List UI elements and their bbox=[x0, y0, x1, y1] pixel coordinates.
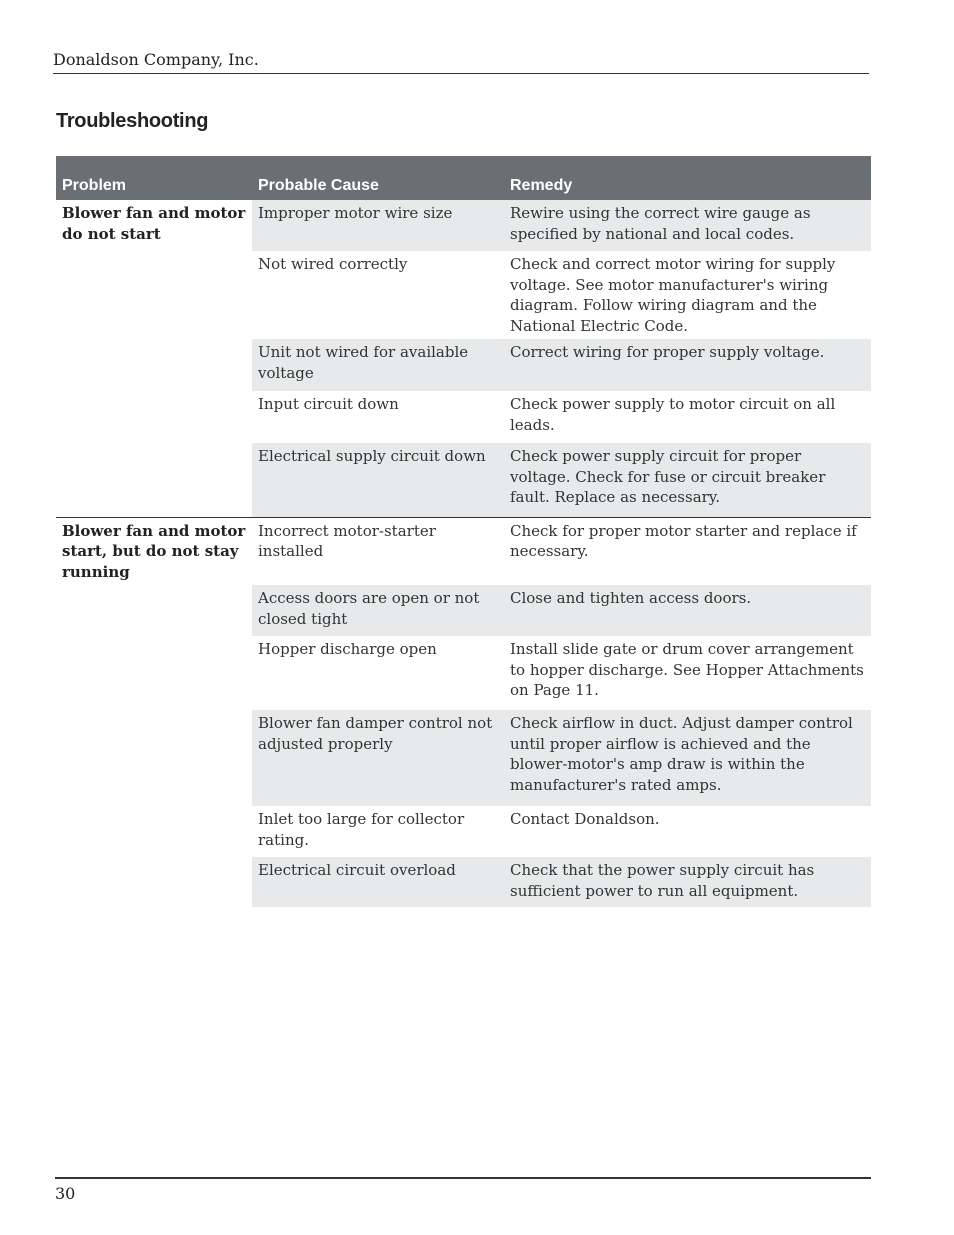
company-name: Donaldson Company, Inc. bbox=[53, 50, 259, 69]
remedy-cell: Correct wiring for proper supply voltage. bbox=[504, 339, 871, 391]
problem-cell: Blower fan and motor start, but do not stay running bbox=[56, 517, 252, 907]
cause-cell: Blower fan damper control not adjusted properly bbox=[252, 710, 504, 806]
problem-cell: Blower fan and motor do not start bbox=[56, 200, 252, 517]
table-header-row bbox=[56, 156, 871, 200]
remedy-cell: Check power supply to motor circuit on all leads. bbox=[510, 395, 836, 434]
troubleshooting-table bbox=[56, 156, 871, 907]
cause-cell: Not wired correctly bbox=[258, 255, 408, 273]
cause-cell: Input circuit down bbox=[258, 395, 399, 413]
remedy-cell: Check for proper motor starter and replace if necessary. bbox=[504, 517, 871, 585]
header-probable-cause: Probable Cause bbox=[252, 156, 504, 200]
table-row bbox=[56, 200, 871, 251]
remedy-cell: Close and tighten access doors. bbox=[504, 585, 871, 636]
cause-cell: Inlet too large for collector rating. bbox=[258, 810, 465, 849]
header-problem: Problem bbox=[56, 156, 252, 200]
cause-cell: Unit not wired for available voltage bbox=[252, 339, 504, 391]
remedy-cell: Check and correct motor wiring for supply voltage. See motor manufacturer's wiring diagram. Follow wiring diagram and the National Electric Code. bbox=[510, 255, 836, 335]
remedy-cell: Rewire using the correct wire gauge as specified by national and local codes. bbox=[504, 200, 871, 251]
remedy-cell: Contact Donaldson. bbox=[510, 810, 660, 828]
cause-cell: Access doors are open or not closed tight bbox=[252, 585, 504, 636]
cause-cell: Improper motor wire size bbox=[252, 200, 504, 251]
remedy-cell: Check that the power supply circuit has sufficient power to run all equipment. bbox=[504, 857, 871, 907]
header-remedy: Remedy bbox=[504, 156, 871, 200]
page-footer bbox=[55, 1177, 871, 1203]
section-title: Troubleshooting bbox=[56, 110, 209, 132]
cause-cell: Electrical circuit overload bbox=[252, 857, 504, 907]
remedy-cell: Check airflow in duct. Adjust damper control until proper airflow is achieved and the blower-motor's amp draw is within the manufacturer's rated amps. bbox=[504, 710, 871, 806]
cause-cell: Incorrect motor-starter installed bbox=[252, 517, 504, 585]
cause-cell: Electrical supply circuit down bbox=[252, 443, 504, 517]
page-number: 30 bbox=[55, 1184, 76, 1203]
table-row bbox=[56, 517, 871, 585]
page-header bbox=[53, 50, 869, 74]
remedy-cell: Install slide gate or drum cover arrangement to hopper discharge. See Hopper Attachments on Page 11. bbox=[510, 640, 864, 699]
remedy-cell: Check power supply circuit for proper voltage. Check for fuse or circuit breaker fault. Replace as necessary. bbox=[504, 443, 871, 517]
cause-cell: Hopper discharge open bbox=[258, 640, 437, 658]
